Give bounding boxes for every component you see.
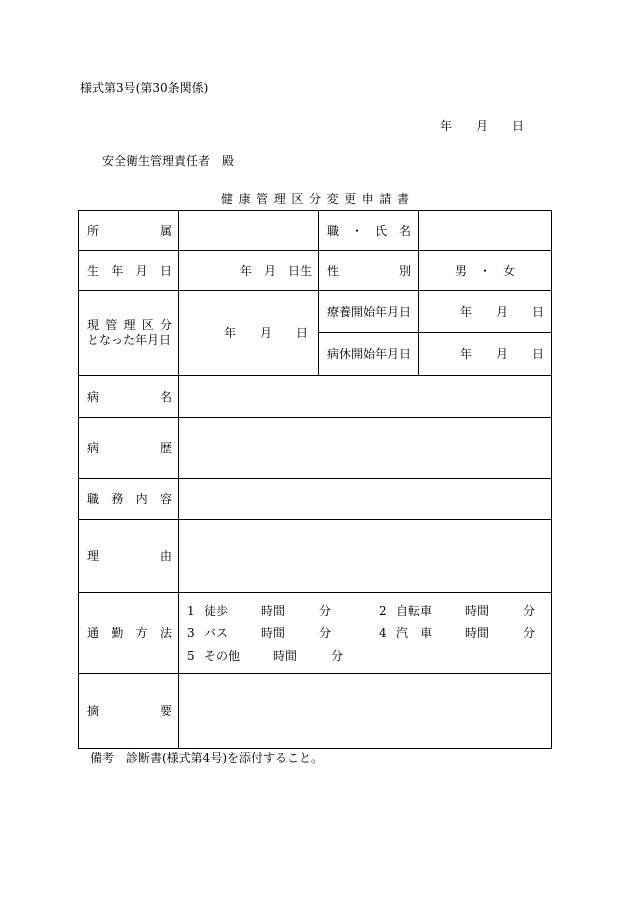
- commute-option-method: 徒歩: [204, 603, 229, 618]
- classification-date-value: 年 月 日: [179, 291, 319, 376]
- reason-row: [79, 520, 552, 593]
- history-label: 病歴: [79, 418, 179, 479]
- commute-option-5: [187, 644, 379, 667]
- commute-hours-label: 時間: [261, 603, 286, 618]
- disease-label: 病名: [79, 376, 179, 418]
- history-value: [179, 418, 552, 479]
- classification-row-top: [79, 291, 552, 333]
- commute-option-number: 1: [187, 603, 195, 618]
- commute-option-number: 2: [379, 603, 387, 618]
- summary-row: [79, 674, 552, 749]
- reason-value: [179, 520, 552, 593]
- treatment-start-value: 年 月 日: [419, 291, 552, 333]
- classification-label-line2: となった年月日: [87, 333, 172, 347]
- affiliation-row: [79, 211, 552, 251]
- commute-option-number: 5: [187, 648, 195, 663]
- commute-hours-label: 時間: [273, 648, 298, 663]
- affiliation-label: 所属: [79, 211, 179, 251]
- position-name-value: [419, 211, 552, 251]
- commute-hours-label: 時間: [465, 603, 490, 618]
- commute-row: [79, 593, 552, 674]
- commute-option-number: 3: [187, 626, 195, 640]
- duties-row: [79, 479, 552, 520]
- birth-date-label: 生年月日: [79, 251, 179, 291]
- duties-value: [179, 479, 552, 520]
- commute-option-method: 汽 車: [396, 626, 433, 640]
- commute-minutes-label: 分: [523, 603, 536, 618]
- document-title: 健康管理区分変更申請書: [220, 192, 415, 206]
- classification-label-line1: 現管理区分: [87, 318, 172, 332]
- commute-hours-label: 時間: [261, 626, 286, 640]
- duties-label: 職務内容: [79, 479, 179, 520]
- sex-label: 性別: [319, 251, 419, 291]
- commute-option-method: その他: [204, 648, 241, 663]
- commute-option-3: [187, 622, 379, 645]
- disease-value: [179, 376, 552, 418]
- commute-option-2: [379, 599, 551, 622]
- sick-leave-start-label: 病休開始年月日: [319, 333, 419, 376]
- disease-row: [79, 376, 552, 418]
- commute-label: 通勤方法: [79, 593, 179, 674]
- position-name-label: 職・氏名: [319, 211, 419, 251]
- form-number: 様式第3号(第30条関係): [80, 81, 209, 95]
- summary-label: 摘要: [79, 674, 179, 749]
- birth-date-value: 年 月 日生: [179, 251, 319, 291]
- commute-hours-label: 時間: [465, 626, 490, 640]
- sex-value: 男 ・ 女: [419, 251, 552, 291]
- reason-label: 理由: [79, 520, 179, 593]
- summary-value: [179, 674, 552, 749]
- application-date: 年 月 日: [440, 119, 525, 133]
- remarks-note: 備考 診断書(様式第4号)を添付すること。: [90, 751, 323, 765]
- commute-options-cell: [179, 593, 552, 674]
- commute-minutes-label: 分: [523, 626, 536, 640]
- commute-option-1: [187, 599, 379, 622]
- commute-minutes-label: 分: [319, 603, 332, 618]
- treatment-start-label: 療養開始年月日: [319, 291, 419, 333]
- commute-option-number: 4: [379, 626, 387, 640]
- commute-options: [187, 599, 551, 667]
- sick-leave-start-value: 年 月 日: [419, 333, 552, 376]
- application-form-table: [78, 210, 552, 749]
- commute-option-method: バス: [204, 626, 229, 640]
- addressee: 安全衛生管理責任者 殿: [102, 154, 235, 168]
- commute-minutes-label: 分: [331, 648, 344, 663]
- commute-option-method: 自転車: [396, 603, 433, 618]
- commute-minutes-label: 分: [319, 626, 332, 640]
- birth-sex-row: [79, 251, 552, 291]
- classification-date-label: [79, 291, 179, 376]
- commute-option-4: [379, 622, 551, 645]
- affiliation-value: [179, 211, 319, 251]
- history-row: [79, 418, 552, 479]
